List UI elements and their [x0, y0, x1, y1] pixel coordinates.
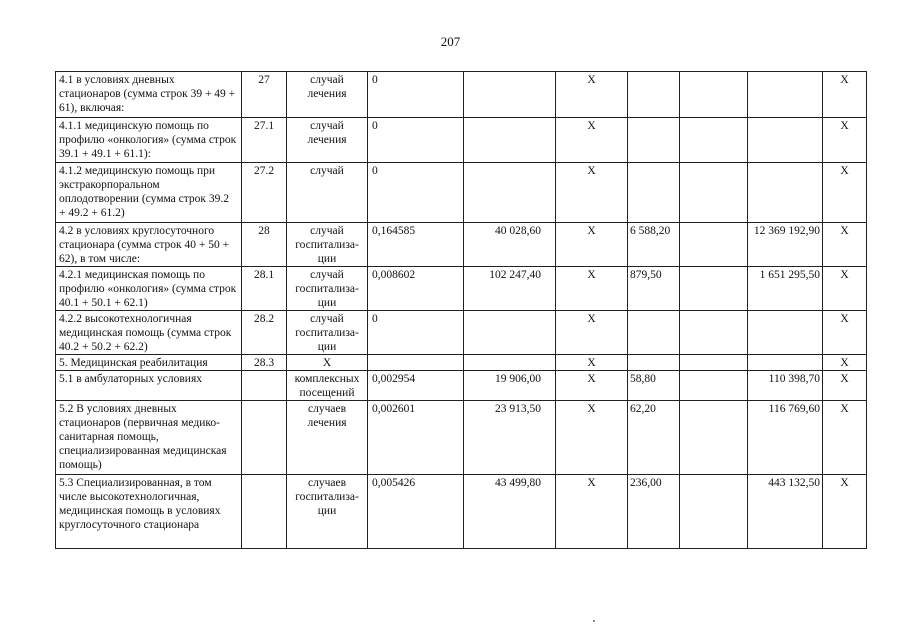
- cell-col8: [680, 118, 748, 163]
- table-row: [56, 371, 867, 401]
- cell-cost: [464, 72, 556, 118]
- cell-volume: 0: [368, 72, 464, 118]
- cell-col7: 6 588,20: [628, 223, 680, 267]
- cell-x-mark: Х: [823, 72, 867, 118]
- cell-col9: 116 769,60: [748, 401, 823, 475]
- cell-x-mark: Х: [823, 118, 867, 163]
- cell-x-mark: Х: [556, 72, 628, 118]
- cell-name: 4.1.2 медицинскую помощь при экстракорпоральном оплодотворении (сумма строк 39.2 + 49.2 + 61.2): [56, 163, 242, 223]
- page-number: 207: [440, 34, 461, 49]
- cell-col7: [628, 72, 680, 118]
- cell-unit: комплексных посещений: [287, 371, 368, 401]
- cell-col8: [680, 355, 748, 371]
- cell-code: 27.2: [242, 163, 287, 223]
- cell-col8: [680, 223, 748, 267]
- cell-volume: 0: [368, 118, 464, 163]
- cell-volume: 0: [368, 163, 464, 223]
- cell-volume: 0: [368, 311, 464, 355]
- cell-col7: [628, 355, 680, 371]
- cell-unit: случай госпитализа-ции: [287, 267, 368, 311]
- cell-x-mark: Х: [823, 267, 867, 311]
- cell-unit: случаев лечения: [287, 401, 368, 475]
- cell-name: 4.2 в условиях круглосуточного стационара (сумма строк 40 + 50 + 62), в том числе:: [56, 223, 242, 267]
- cell-volume: 0,005426: [368, 475, 464, 549]
- cell-unit: случай лечения: [287, 118, 368, 163]
- cell-cost: [464, 311, 556, 355]
- cell-col9: 443 132,50: [748, 475, 823, 549]
- cell-x-mark: Х: [556, 118, 628, 163]
- cell-code: 28.1: [242, 267, 287, 311]
- cell-col9: [748, 355, 823, 371]
- cell-col9: [748, 163, 823, 223]
- cell-col9: 12 369 192,90: [748, 223, 823, 267]
- cell-x-mark: Х: [823, 311, 867, 355]
- cell-cost: [464, 163, 556, 223]
- cell-name: 5. Медицинская реабилитация: [56, 355, 242, 371]
- cell-col8: [680, 371, 748, 401]
- table-row: [56, 267, 867, 311]
- cell-col8: [680, 163, 748, 223]
- table-container: [55, 71, 867, 549]
- scan-speck: [593, 620, 595, 622]
- cell-x-mark: Х: [556, 475, 628, 549]
- cell-col7: 62,20: [628, 401, 680, 475]
- cell-name: 4.2.1 медицинская помощь по профилю «онкология» (сумма строк 40.1 + 50.1 + 62.1): [56, 267, 242, 311]
- table-row: [56, 163, 867, 223]
- cell-x-mark: Х: [823, 163, 867, 223]
- cell-x-mark: Х: [556, 401, 628, 475]
- cell-col7: [628, 163, 680, 223]
- cell-name: 5.3 Специализированная, в том числе высокотехнологичная, медицинская помощь в условиях круглосуточного стационара: [56, 475, 242, 549]
- cell-col7: 58,80: [628, 371, 680, 401]
- cell-x-mark: Х: [823, 475, 867, 549]
- cell-name: 4.1 в условиях дневных стационаров (сумма строк 39 + 49 + 61), включая:: [56, 72, 242, 118]
- cell-x-mark: Х: [556, 311, 628, 355]
- cell-x-mark: Х: [556, 371, 628, 401]
- table-row: [56, 401, 867, 475]
- cell-unit: случай: [287, 163, 368, 223]
- cell-code: 28.2: [242, 311, 287, 355]
- cell-x-mark: Х: [823, 401, 867, 475]
- cell-unit: случай лечения: [287, 72, 368, 118]
- table-row: [56, 72, 867, 118]
- cell-col8: [680, 311, 748, 355]
- cell-code: [242, 475, 287, 549]
- cell-x-mark: Х: [823, 223, 867, 267]
- cell-cost: [464, 118, 556, 163]
- cell-unit: случай госпитализа-ции: [287, 311, 368, 355]
- cell-x-mark: Х: [823, 371, 867, 401]
- cell-volume: 0,002601: [368, 401, 464, 475]
- cell-cost: [464, 355, 556, 371]
- data-table: [55, 71, 867, 549]
- table-row: [56, 223, 867, 267]
- cell-col9: 110 398,70: [748, 371, 823, 401]
- cell-code: 28: [242, 223, 287, 267]
- cell-code: [242, 371, 287, 401]
- cell-cost: 43 499,80: [464, 475, 556, 549]
- cell-x-mark: Х: [556, 223, 628, 267]
- cell-name: 5.1 в амбулаторных условиях: [56, 371, 242, 401]
- cell-col7: 236,00: [628, 475, 680, 549]
- cell-cost: 19 906,00: [464, 371, 556, 401]
- cell-col9: [748, 118, 823, 163]
- cell-code: [242, 401, 287, 475]
- table-row: [56, 118, 867, 163]
- cell-col8: [680, 401, 748, 475]
- cell-col7: [628, 311, 680, 355]
- cell-name: 5.2 В условиях дневных стационаров (первичная медико-санитарная помощь, специализированная медицинская помощь): [56, 401, 242, 475]
- cell-col8: [680, 72, 748, 118]
- cell-volume: [368, 355, 464, 371]
- cell-code: 27.1: [242, 118, 287, 163]
- cell-col7: [628, 118, 680, 163]
- cell-x-mark: Х: [556, 267, 628, 311]
- cell-name: 4.2.2 высокотехнологичная медицинская помощь (сумма строк 40.2 + 50.2 + 62.2): [56, 311, 242, 355]
- cell-name: 4.1.1 медицинскую помощь по профилю «онкология» (сумма строк 39.1 + 49.1 + 61.1):: [56, 118, 242, 163]
- cell-volume: 0,008602: [368, 267, 464, 311]
- cell-col9: 1 651 295,50: [748, 267, 823, 311]
- cell-cost: 102 247,40: [464, 267, 556, 311]
- cell-unit: случаев госпитализа-ции: [287, 475, 368, 549]
- table-row: [56, 311, 867, 355]
- cell-code: 28.3: [242, 355, 287, 371]
- table-row: [56, 475, 867, 549]
- table-row: [56, 355, 867, 371]
- cell-col9: [748, 72, 823, 118]
- cell-volume: 0,164585: [368, 223, 464, 267]
- cell-col7: 879,50: [628, 267, 680, 311]
- cell-code: 27: [242, 72, 287, 118]
- cell-cost: 23 913,50: [464, 401, 556, 475]
- cell-cost: 40 028,60: [464, 223, 556, 267]
- cell-col9: [748, 311, 823, 355]
- cell-x-mark: Х: [823, 355, 867, 371]
- cell-x-mark: Х: [556, 355, 628, 371]
- cell-unit: Х: [287, 355, 368, 371]
- cell-unit: случай госпитализа-ции: [287, 223, 368, 267]
- table-body: [56, 72, 867, 549]
- cell-x-mark: Х: [556, 163, 628, 223]
- cell-col8: [680, 267, 748, 311]
- cell-col8: [680, 475, 748, 549]
- cell-volume: 0,002954: [368, 371, 464, 401]
